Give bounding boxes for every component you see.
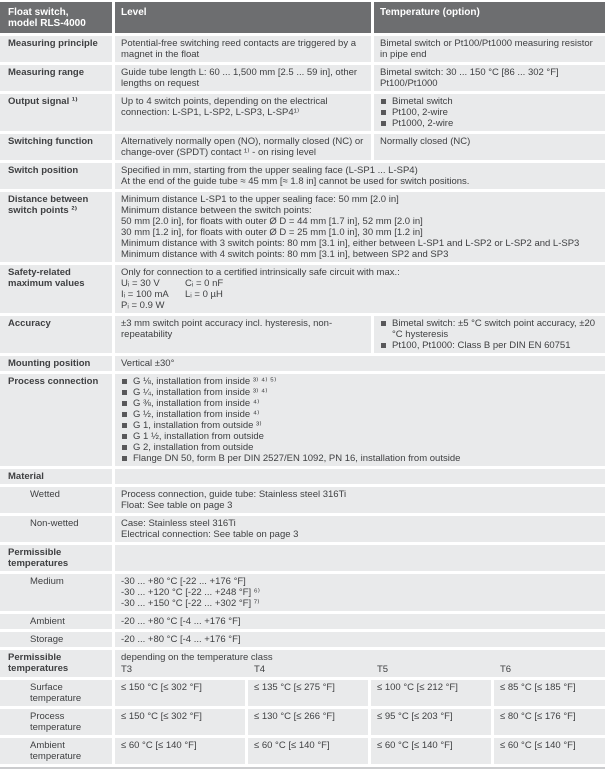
row-mounting-position [0, 356, 605, 371]
row-measuring-range [0, 65, 605, 91]
square-bullet-icon [122, 445, 127, 450]
row-label: Output signal ¹⁾ [0, 94, 112, 131]
class-t5-header: T5 [377, 664, 389, 675]
row-label: Process temperature [0, 709, 112, 735]
temperature-class-values [115, 709, 605, 735]
row-value [115, 487, 605, 513]
row-medium [0, 574, 605, 611]
value-line: Minimum distance with 3 switch points: 80 mm [3.1 in], either between L-SP1 and L-SP2 or L-SP2 and L-SP3 [121, 238, 580, 249]
value-line: Minimum distance L-SP1 to the upper sealing face: 50 mm [2.0 in] [121, 194, 399, 205]
row-label: Permissible temperatures [0, 650, 112, 677]
square-bullet-icon [381, 99, 386, 104]
temperature-value [374, 65, 605, 91]
value-line [121, 300, 599, 311]
temperature-line: Pt100/Pt1000 [380, 78, 438, 89]
square-bullet-icon [122, 379, 127, 384]
row-measuring-principle [0, 36, 605, 62]
value-line: Electrical connection: See table on page 3 [121, 529, 299, 540]
temperature-class-header [115, 650, 605, 677]
value-line: At the end of the guide tube ≈ 45 mm [≈ 1.8 in] cannot be used for switch positions. [121, 176, 470, 187]
value-t3: ≤ 150 °C [≤ 302 °F] [115, 680, 245, 706]
bullet-text: G ½, installation from inside ⁴⁾ [133, 409, 260, 420]
safety-value: Cᵢ = 0 nF [185, 278, 224, 289]
bullet-item [121, 453, 599, 464]
row-non-wetted [0, 516, 605, 542]
section-spacer [115, 469, 605, 484]
class-t3-header: T3 [121, 664, 133, 675]
bullet-item [121, 398, 599, 409]
section-label: Permissible temperatures [0, 545, 112, 571]
row-ambient-temperature [0, 738, 605, 764]
square-bullet-icon [122, 390, 127, 395]
square-bullet-icon [381, 110, 386, 115]
header-product-line2: model RLS-4000 [8, 18, 86, 29]
value-line: Case: Stainless steel 316Ti [121, 518, 236, 529]
row-value [115, 374, 605, 466]
bullet-item [380, 118, 599, 129]
header-level-cell: Level [115, 2, 371, 33]
bullet-text: Pt100, Pt1000: Class B per DIN EN 60751 [392, 340, 571, 351]
square-bullet-icon [381, 121, 386, 126]
row-wetted [0, 487, 605, 513]
bullet-item [121, 431, 599, 442]
bullet-item [121, 409, 599, 420]
row-value: Vertical ±30° [115, 356, 605, 371]
safety-value: Uᵢ = 30 V [121, 278, 160, 289]
bullet-text: Flange DN 50, form B per DIN 2527/EN 1092, PN 16, installation from outside [133, 453, 461, 464]
value-t5: ≤ 60 °C [≤ 140 °F] [371, 738, 491, 764]
bullet-text: G ⅛, installation from inside ³⁾ ⁴⁾ ⁵⁾ [133, 376, 277, 387]
value-t4: ≤ 60 °C [≤ 140 °F] [248, 738, 368, 764]
value-line [121, 289, 599, 300]
class-t4-header: T4 [254, 664, 266, 675]
row-storage [0, 632, 605, 647]
value-line: Minimum distance with 4 switch points: 80 mm [3.1 in], between SP2 and SP3 [121, 249, 449, 260]
section-label: Material [0, 469, 112, 484]
temperature-value [374, 316, 605, 353]
bullet-item [380, 318, 599, 340]
temperature-class-columns [121, 664, 599, 675]
bullet-item [121, 420, 599, 431]
bullet-text: Pt1000, 2-wire [392, 118, 454, 129]
square-bullet-icon [381, 343, 386, 348]
row-label: Mounting position [0, 356, 112, 371]
row-distance-switch-points [0, 192, 605, 262]
value-t3: ≤ 150 °C [≤ 302 °F] [115, 709, 245, 735]
square-bullet-icon [122, 412, 127, 417]
value-line: 30 mm [1.2 in], for floats with outer Ø D = 25 mm [1.0 in], 30 mm [1.2 in] [121, 227, 423, 238]
value-t5: ≤ 95 °C [≤ 203 °F] [371, 709, 491, 735]
value-t6: ≤ 80 °C [≤ 176 °F] [494, 709, 605, 735]
row-permissible-temperatures-section [0, 545, 605, 571]
value-t4: ≤ 130 °C [≤ 266 °F] [248, 709, 368, 735]
bullet-item [380, 107, 599, 118]
bullet-item [380, 340, 599, 351]
safety-value: Iᵢ = 100 mA [121, 289, 169, 300]
temperature-value: Bimetal switch or Pt100/Pt1000 measuring resistor in pipe end [374, 36, 605, 62]
table-header-row [0, 2, 605, 33]
value-t5: ≤ 100 °C [≤ 212 °F] [371, 680, 491, 706]
row-label: Ambient [0, 614, 112, 629]
value-t6: ≤ 85 °C [≤ 185 °F] [494, 680, 605, 706]
value-line: -30 ... +80 °C [-22 ... +176 °F] [121, 576, 246, 587]
value-t6: ≤ 60 °C [≤ 140 °F] [494, 738, 605, 764]
bullet-text: Bimetal switch [392, 96, 453, 107]
bullet-item [121, 442, 599, 453]
row-value: -20 ... +80 °C [-4 ... +176 °F] [115, 614, 605, 629]
row-label: Wetted [0, 487, 112, 513]
temperature-line: Bimetal switch: 30 ... 150 °C [86 ... 302 °F] [380, 67, 559, 78]
safety-value: Pᵢ = 0.9 W [121, 300, 165, 311]
value-line: Float: See table on page 3 [121, 500, 233, 511]
row-accuracy [0, 316, 605, 353]
temperature-value: Normally closed (NC) [374, 134, 605, 160]
value-line: Specified in mm, starting from the upper sealing face (L-SP1 ... L-SP4) [121, 165, 418, 176]
section-spacer [115, 545, 605, 571]
value-line: -30 ... +120 °C [-22 ... +248 °F] ⁶⁾ [121, 587, 260, 598]
value-line: Process connection, guide tube: Stainless steel 316Ti [121, 489, 347, 500]
row-value [115, 192, 605, 262]
bullet-text: Pt100, 2-wire [392, 107, 448, 118]
bullet-item [121, 376, 599, 387]
temperature-value [374, 94, 605, 131]
value-line: 50 mm [2.0 in], for floats with outer Ø D = 44 mm [1.7 in], 52 mm [2.0 in] [121, 216, 423, 227]
row-process-connection [0, 374, 605, 466]
row-material-section [0, 469, 605, 484]
temperature-class-note: depending on the temperature class [121, 652, 273, 663]
row-output-signal [0, 94, 605, 131]
row-label: Switching function [0, 134, 112, 160]
row-process-temperature [0, 709, 605, 735]
row-label: Storage [0, 632, 112, 647]
level-value: Alternatively normally open (NO), normally closed (NC) or change-over (SPDT) contact ¹⁾ - on rising level [115, 134, 371, 160]
square-bullet-icon [122, 434, 127, 439]
row-switch-position [0, 163, 605, 189]
header-product-cell [0, 2, 112, 33]
value-line: -30 ... +150 °C [-22 ... +302 °F] ⁷⁾ [121, 598, 260, 609]
row-label: Distance between switch points ²⁾ [0, 192, 112, 262]
value-t3: ≤ 60 °C [≤ 140 °F] [115, 738, 245, 764]
square-bullet-icon [122, 456, 127, 461]
row-label: Measuring principle [0, 36, 112, 62]
value-t4: ≤ 135 °C [≤ 275 °F] [248, 680, 368, 706]
value-line [121, 278, 599, 289]
row-label: Ambient temperature [0, 738, 112, 764]
square-bullet-icon [122, 401, 127, 406]
row-label: Medium [0, 574, 112, 611]
row-safety-maximum-values [0, 265, 605, 313]
level-value: Potential-free switching reed contacts are triggered by a magnet in the float [115, 36, 371, 62]
value-line: Only for connection to a certified intrinsically safe circuit with max.: [121, 267, 400, 278]
row-label: Safety-related maximum values [0, 265, 112, 313]
row-label: Switch position [0, 163, 112, 189]
row-label: Non-wetted [0, 516, 112, 542]
row-label: Process connection [0, 374, 112, 466]
row-surface-temperature [0, 680, 605, 706]
safety-value: Lᵢ = 0 µH [185, 289, 223, 300]
bullet-text: Bimetal switch: ±5 °C switch point accuracy, ±20 °C hysteresis [392, 318, 596, 340]
bullet-item [380, 96, 599, 107]
temperature-class-values [115, 680, 605, 706]
bullet-text: G ⅜, installation from inside ⁴⁾ [133, 398, 260, 409]
level-value: Up to 4 switch points, depending on the electrical connection: L-SP1, L-SP2, L-SP3, L-SP4¹⁾ [115, 94, 371, 131]
row-value [115, 574, 605, 611]
square-bullet-icon [122, 423, 127, 428]
bullet-item [121, 387, 599, 398]
bullet-text: G 1, installation from outside ³⁾ [133, 420, 262, 431]
row-value: -20 ... +80 °C [-4 ... +176 °F] [115, 632, 605, 647]
row-value [115, 265, 605, 313]
bullet-text: G ¼, installation from inside ³⁾ ⁴⁾ [133, 387, 268, 398]
row-value [115, 516, 605, 542]
header-product-line1: Float switch, [8, 7, 69, 18]
header-temperature-cell: Temperature (option) [374, 2, 605, 33]
row-label: Accuracy [0, 316, 112, 353]
level-value: Guide tube length L: 60 ... 1,500 mm [2.5 ... 59 in], other lengths on request [115, 65, 371, 91]
bullet-text: G 2, installation from outside [133, 442, 254, 453]
row-ambient [0, 614, 605, 629]
row-switching-function [0, 134, 605, 160]
value-line: Minimum distance between the switch points: [121, 205, 312, 216]
temperature-class-values [115, 738, 605, 764]
bullet-text: G 1 ½, installation from outside [133, 431, 264, 442]
level-value: ±3 mm switch point accuracy incl. hysteresis, non-repeatability [115, 316, 371, 353]
class-t6-header: T6 [500, 664, 512, 675]
row-label: Surface temperature [0, 680, 112, 706]
row-value [115, 163, 605, 189]
row-label: Measuring range [0, 65, 112, 91]
square-bullet-icon [381, 321, 386, 326]
row-temperature-class [0, 650, 605, 677]
